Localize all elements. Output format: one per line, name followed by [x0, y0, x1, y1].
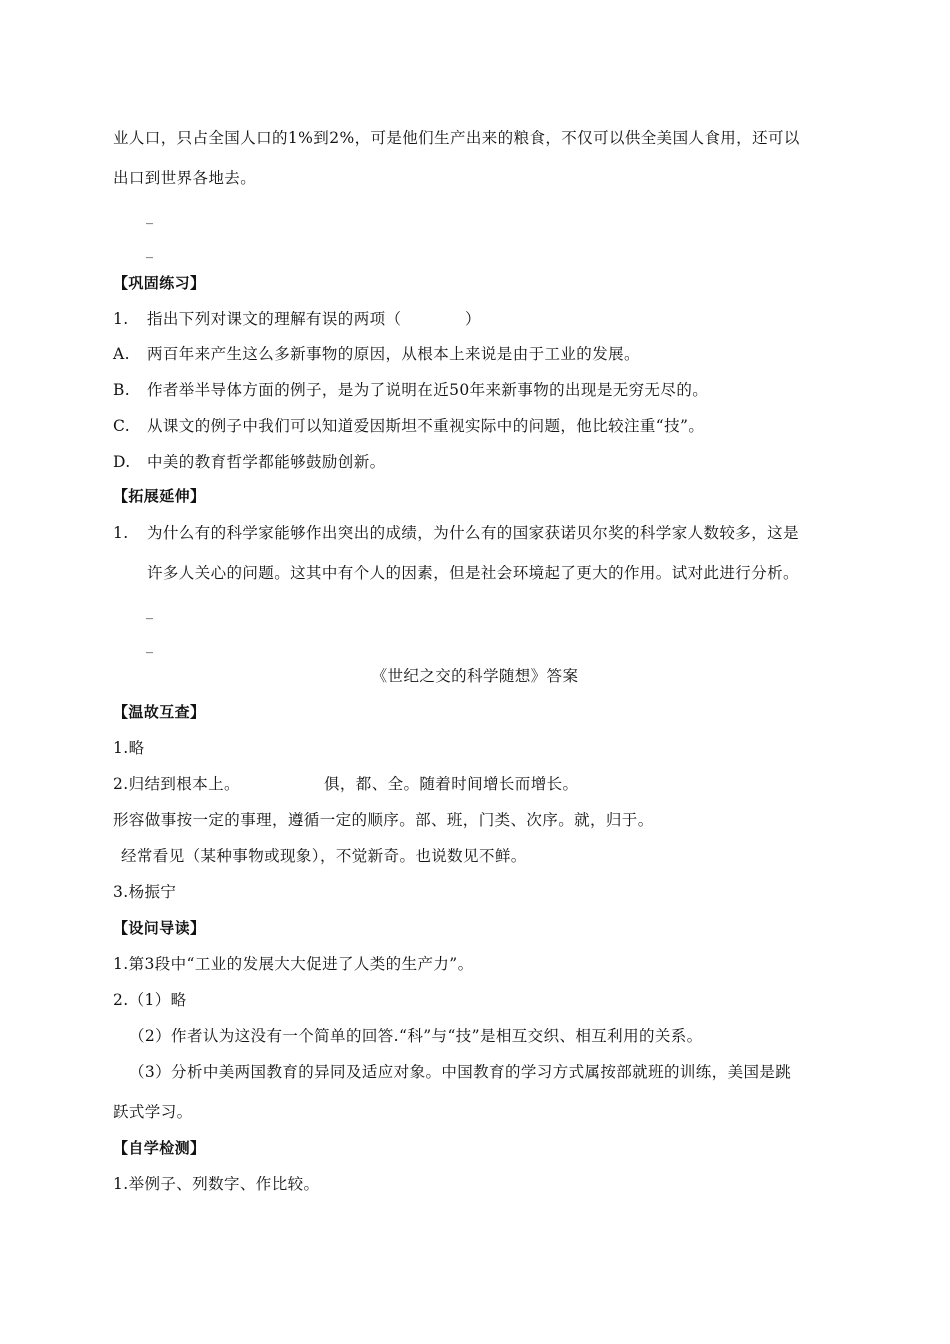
answer-blank-mark: _	[146, 209, 153, 225]
question-number: 1.	[113, 524, 129, 542]
section-heading-selfcheck: 【自学检测】	[113, 1139, 206, 1157]
option-label: B.	[113, 381, 131, 399]
answer-blank-mark: _	[146, 604, 153, 620]
option-b	[113, 380, 708, 400]
option-a	[113, 344, 640, 364]
review-answer-3: 3.杨振宁	[113, 883, 177, 901]
question-1	[113, 309, 481, 329]
option-text: 作者举半导体方面的例子，是为了说明在近50年来新事物的出现是无穷无尽的。	[147, 381, 709, 399]
answer-blank-mark: _	[146, 638, 153, 654]
review-answer-1: 1.略	[113, 739, 145, 757]
extension-question-1	[113, 523, 799, 543]
review-answer-2-line2: 形容做事按一定的事理，遵循一定的顺序。部、班，门类、次序。就，归于。	[113, 811, 654, 829]
option-label: C.	[113, 417, 131, 435]
question-number: 1.	[113, 310, 129, 328]
review-answer-2-line3: 经常看见（某种事物或现象），不觉新奇。也说数见不鲜。	[121, 847, 527, 865]
guided-answer-2-1: 2.（1）略	[113, 991, 187, 1009]
review-answer-2-cont: 俱，都、全。随着时间增长而增长。	[324, 775, 579, 793]
answer-title: 《世纪之交的科学随想》答案	[371, 667, 579, 685]
extension-question-1-cont: 许多人关心的问题。这其中有个人的因素，但是社会环境起了更大的作用。试对此进行分析。	[147, 564, 799, 582]
review-answer-2: 2.归结到根本上。	[113, 775, 240, 793]
option-c	[113, 416, 704, 436]
option-label: D.	[113, 453, 131, 471]
question-text: 为什么有的科学家能够作出突出的成绩，为什么有的国家获诺贝尔奖的科学家人数较多，这是	[147, 524, 799, 542]
option-text: 从课文的例子中我们可以知道爱因斯坦不重视实际中的问题，他比较注重“技”。	[147, 417, 705, 435]
section-heading-extension: 【拓展延伸】	[113, 487, 206, 505]
guided-answer-2-3-cont: 跃式学习。	[113, 1103, 193, 1121]
question-text: 指出下列对课文的理解有误的两项（ ）	[147, 310, 481, 328]
option-text: 两百年来产生这么多新事物的原因，从根本上来说是由于工业的发展。	[147, 345, 640, 363]
option-d	[113, 452, 386, 472]
option-text: 中美的教育哲学都能够鼓励创新。	[147, 453, 386, 471]
intro-line-2: 出口到世界各地去。	[113, 169, 257, 187]
guided-answer-1: 1.第3段中“工业的发展大大促进了人类的生产力”。	[113, 955, 474, 973]
section-heading-guided: 【设问导读】	[113, 919, 206, 937]
section-heading-review: 【温故互查】	[113, 703, 206, 721]
answer-blank-mark: _	[146, 243, 153, 259]
guided-answer-2-3: （3）分析中美两国教育的异同及适应对象。中国教育的学习方式属按部就班的训练，美国是跳	[129, 1063, 792, 1081]
section-heading-consolidate: 【巩固练习】	[113, 274, 206, 292]
option-label: A.	[113, 345, 130, 363]
selfcheck-answer-1: 1.举例子、列数字、作比较。	[113, 1175, 320, 1193]
guided-answer-2-2: （2）作者认为这没有一个简单的回答.“科”与“技”是相互交织、相互利用的关系。	[129, 1027, 703, 1045]
intro-line-1: 业人口，只占全国人口的1%到2%，可是他们生产出来的粮食，不仅可以供全美国人食用，还可以	[113, 129, 800, 147]
